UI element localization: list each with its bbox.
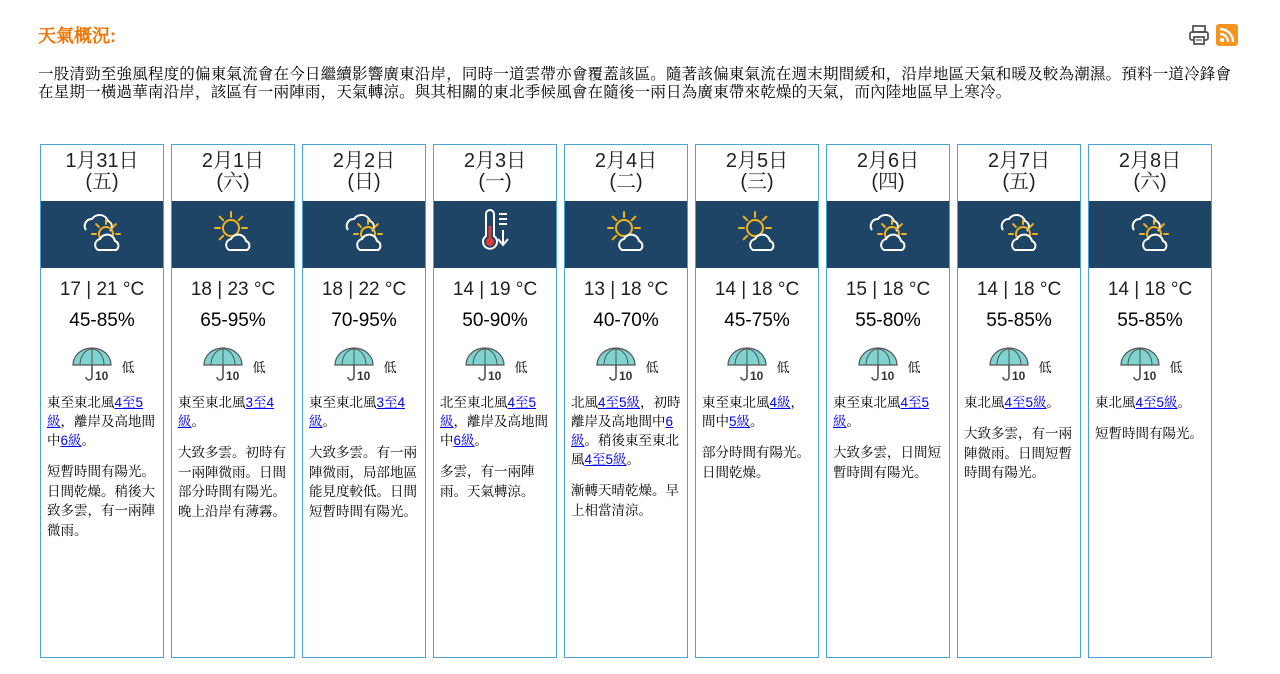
sun-cloud-icon: [1124, 206, 1176, 263]
sunny-periods-icon: [207, 206, 259, 263]
svg-text:10: 10: [226, 368, 240, 383]
wind-text: 東北風: [964, 395, 1005, 410]
sunny-periods-icon: [731, 206, 783, 263]
wind-text: ，間中: [702, 395, 805, 429]
weather-icon-bar: [41, 201, 163, 268]
wind-forecast: [565, 393, 687, 469]
wind-force-link[interactable]: 4至5級: [598, 395, 641, 410]
sun-cloud-icon: [862, 206, 914, 263]
weather-icon-bar: [696, 201, 818, 268]
forecast-date: [303, 145, 425, 201]
wind-force-link[interactable]: 4級: [769, 395, 791, 410]
umbrella-icon[interactable]: [1117, 345, 1163, 388]
umbrella-icon[interactable]: [724, 345, 770, 388]
forecast-date-label: 2月5日: [725, 150, 789, 172]
wind-text: 。: [846, 414, 860, 429]
umbrella-icon[interactable]: [200, 345, 246, 388]
forecast-date-label: 2月3日: [463, 150, 527, 172]
svg-text:10: 10: [357, 368, 371, 383]
svg-text:10: 10: [881, 368, 895, 383]
wind-force-link[interactable]: 6級: [571, 414, 674, 448]
weather-description: 部分時間有陽光。日間乾燥。: [702, 445, 810, 480]
weather-icon-bar: [958, 201, 1080, 268]
rain-probability-level: 低: [1169, 359, 1183, 375]
rain-probability-level: 低: [252, 359, 266, 375]
forecast-date-label: 2月2日: [332, 150, 396, 172]
rain-probability-level: 低: [514, 359, 528, 375]
wind-text: 東至東北風: [47, 395, 115, 410]
wind-force-link[interactable]: 3至4級: [309, 395, 406, 429]
forecast-day-card: [695, 144, 819, 658]
rain-probability: [172, 346, 294, 386]
forecast-day-card: [433, 144, 557, 658]
forecast-day-card: [171, 144, 295, 658]
umbrella-icon[interactable]: [331, 345, 377, 388]
sun-cloud-icon: [76, 206, 128, 263]
wind-forecast: [303, 393, 425, 431]
forecast-weekday-label: (四): [871, 171, 905, 193]
wind-text: 。: [1177, 395, 1192, 410]
rain-probability-level: 低: [907, 359, 921, 375]
weather-description: 大致多雲，有一兩陣微雨。日間短暫時間有陽光。: [964, 426, 1072, 480]
weather-description: 短暫時間有陽光。日間乾燥。稍後大致多雲，有一兩陣微雨。: [47, 464, 155, 538]
forecast-day-card: [826, 144, 950, 658]
forecast-date: [172, 145, 294, 201]
rain-probability: [303, 346, 425, 386]
wind-forecast: [696, 393, 818, 431]
humidity-range: 45-85%: [69, 310, 135, 331]
wind-text: 東至東北風: [702, 395, 770, 410]
forecast-date-label: 2月1日: [201, 150, 265, 172]
temperature-range: 15 | 18 °C: [845, 279, 931, 300]
forecast-date: [827, 145, 949, 201]
general-situation-text: 一股清勁至強風程度的偏東氣流會在今日繼續影響廣東沿岸，同時一道雲帶亦會覆蓋該區。隨著該偏東氣流在週末期間緩和，沿岸地區天氣和暖及較為潮濕。預料一道冷鋒會在星期一橫過華南沿岸，該區有一兩陣雨，天氣轉涼。與其相關的東北季候風會在隨後一兩日為廣東帶來乾燥的天氣，而內陸地區早上寒冷。: [38, 66, 1232, 101]
wind-force-link[interactable]: 4至5級: [1004, 395, 1047, 410]
svg-text:10: 10: [488, 368, 502, 383]
humidity-range: 45-75%: [724, 310, 790, 331]
wind-force-link[interactable]: 4至5級: [584, 452, 627, 467]
humidity-range: 65-95%: [200, 310, 266, 331]
wind-text: 。: [191, 414, 205, 429]
temperature-range: 14 | 18 °C: [714, 279, 800, 300]
wind-forecast: [172, 393, 294, 431]
weather-icon-bar: [1089, 201, 1211, 268]
temperature-range: 17 | 21 °C: [59, 279, 145, 300]
umbrella-icon[interactable]: [986, 345, 1032, 388]
wind-text: 。: [474, 433, 489, 448]
forecast-date-label: 2月8日: [1118, 150, 1182, 172]
temperature-range: 14 | 18 °C: [1107, 279, 1193, 300]
wind-force-link[interactable]: 4至5級: [440, 395, 537, 429]
wind-forecast: [1089, 393, 1211, 412]
wind-text: ，離岸及高地間中: [440, 414, 548, 448]
rain-probability: [1089, 346, 1211, 386]
svg-text:10: 10: [750, 368, 764, 383]
humidity-range: 55-80%: [855, 310, 921, 331]
forecast-date: [958, 145, 1080, 201]
weather-description: 大致多雲，日間短暫時間有陽光。: [833, 445, 941, 480]
umbrella-icon[interactable]: [855, 345, 901, 388]
forecast-date: [1089, 145, 1211, 201]
wind-text: 。: [626, 452, 641, 467]
rain-probability: [565, 346, 687, 386]
rain-probability: [41, 346, 163, 386]
wind-text: 。: [322, 414, 336, 429]
umbrella-icon[interactable]: [69, 345, 115, 388]
humidity-range: 40-70%: [593, 310, 659, 331]
weather-icon-bar: [303, 201, 425, 268]
forecast-weekday-label: (二): [609, 171, 643, 193]
rain-probability: [827, 346, 949, 386]
wind-text: ，離岸及高地間中: [47, 414, 155, 448]
forecast-weekday-label: (六): [216, 171, 250, 193]
rain-probability: [434, 346, 556, 386]
thermometer-cool-icon: [469, 206, 521, 263]
wind-force-link[interactable]: 6級: [60, 433, 82, 448]
rain-probability: [696, 346, 818, 386]
forecast-grid: [40, 144, 1212, 658]
forecast-day-card: [564, 144, 688, 658]
forecast-weekday-label: (一): [478, 171, 512, 193]
humidity-range: 50-90%: [462, 310, 528, 331]
wind-force-link[interactable]: 5級: [729, 414, 751, 429]
printer-icon[interactable]: [1188, 24, 1210, 46]
svg-text:10: 10: [95, 368, 109, 383]
rain-probability-level: 低: [121, 359, 135, 375]
wind-force-link[interactable]: 3至4級: [178, 395, 275, 429]
wind-text: 。: [1046, 395, 1061, 410]
forecast-weekday-label: (五): [1002, 171, 1036, 193]
rain-probability: [958, 346, 1080, 386]
forecast-date: [696, 145, 818, 201]
wind-text: ，初時離岸及高地間中: [571, 395, 681, 429]
temperature-range: 13 | 18 °C: [583, 279, 669, 300]
sunny-periods-icon: [600, 206, 652, 263]
wind-text: 。稍後東至東北風: [571, 433, 679, 467]
wind-force-link[interactable]: 4至5級: [833, 395, 930, 429]
forecast-date: [434, 145, 556, 201]
wind-forecast: [41, 393, 163, 450]
forecast-day-card: [957, 144, 1081, 658]
temperature-range: 18 | 22 °C: [321, 279, 407, 300]
svg-text:10: 10: [1143, 368, 1157, 383]
wind-force-link[interactable]: 4至5級: [47, 395, 144, 429]
wind-text: 東至東北風: [178, 395, 246, 410]
svg-text:10: 10: [619, 368, 633, 383]
wind-forecast: [434, 393, 556, 450]
forecast-date-label: 2月7日: [987, 150, 1051, 172]
wind-text: 東至東北風: [309, 395, 377, 410]
svg-text:10: 10: [1012, 368, 1026, 383]
rain-probability-level: 低: [645, 359, 659, 375]
wind-text: 。: [81, 433, 96, 448]
umbrella-icon[interactable]: [462, 345, 508, 388]
humidity-range: 55-85%: [986, 310, 1052, 331]
wind-forecast: [827, 393, 949, 431]
wind-text: 北風: [571, 395, 598, 410]
forecast-date: [565, 145, 687, 201]
rss-icon[interactable]: [1216, 24, 1238, 46]
sun-cloud-icon: [993, 206, 1045, 263]
umbrella-icon[interactable]: [593, 345, 639, 388]
forecast-date-label: 2月4日: [594, 150, 658, 172]
weather-icon-bar: [172, 201, 294, 268]
rain-probability-level: 低: [1038, 359, 1052, 375]
weather-description: 短暫時間有陽光。: [1095, 426, 1203, 441]
forecast-weekday-label: (六): [1133, 171, 1167, 193]
rain-probability-level: 低: [383, 359, 397, 375]
forecast-weekday-label: (三): [740, 171, 774, 193]
forecast-weekday-label: (日): [347, 171, 381, 193]
weather-description: 大致多雲。初時有一兩陣微雨。日間部分時間有陽光。晚上沿岸有薄霧。: [178, 445, 286, 519]
humidity-range: 55-85%: [1117, 310, 1183, 331]
temperature-range: 14 | 18 °C: [976, 279, 1062, 300]
temperature-range: 18 | 23 °C: [190, 279, 276, 300]
wind-force-link[interactable]: 4至5級: [1135, 395, 1178, 410]
humidity-range: 70-95%: [331, 310, 397, 331]
weather-icon-bar: [565, 201, 687, 268]
wind-forecast: [958, 393, 1080, 412]
wind-text: 。: [750, 414, 764, 429]
forecast-day-card: [40, 144, 164, 658]
sun-cloud-icon: [338, 206, 390, 263]
wind-force-link[interactable]: 6級: [453, 433, 475, 448]
toolbar: [1188, 24, 1238, 46]
forecast-date: [41, 145, 163, 201]
forecast-weekday-label: (五): [85, 171, 119, 193]
page-title: 天氣概況:: [38, 26, 116, 46]
rain-probability-level: 低: [776, 359, 790, 375]
weather-description: 大致多雲。有一兩陣微雨，局部地區能見度較低。日間短暫時間有陽光。: [309, 445, 417, 519]
forecast-day-card: [302, 144, 426, 658]
wind-text: 東北風: [1095, 395, 1136, 410]
weather-icon-bar: [434, 201, 556, 268]
forecast-date-label: 2月6日: [856, 150, 920, 172]
wind-text: 北至東北風: [440, 395, 508, 410]
forecast-date-label: 1月31日: [65, 150, 139, 172]
temperature-range: 14 | 19 °C: [452, 279, 538, 300]
weather-description: 漸轉天晴乾燥。早上相當清涼。: [571, 483, 679, 518]
weather-description: 多雲，有一兩陣雨。天氣轉涼。: [440, 464, 535, 499]
forecast-day-card: [1088, 144, 1212, 658]
weather-icon-bar: [827, 201, 949, 268]
wind-text: 東至東北風: [833, 395, 901, 410]
